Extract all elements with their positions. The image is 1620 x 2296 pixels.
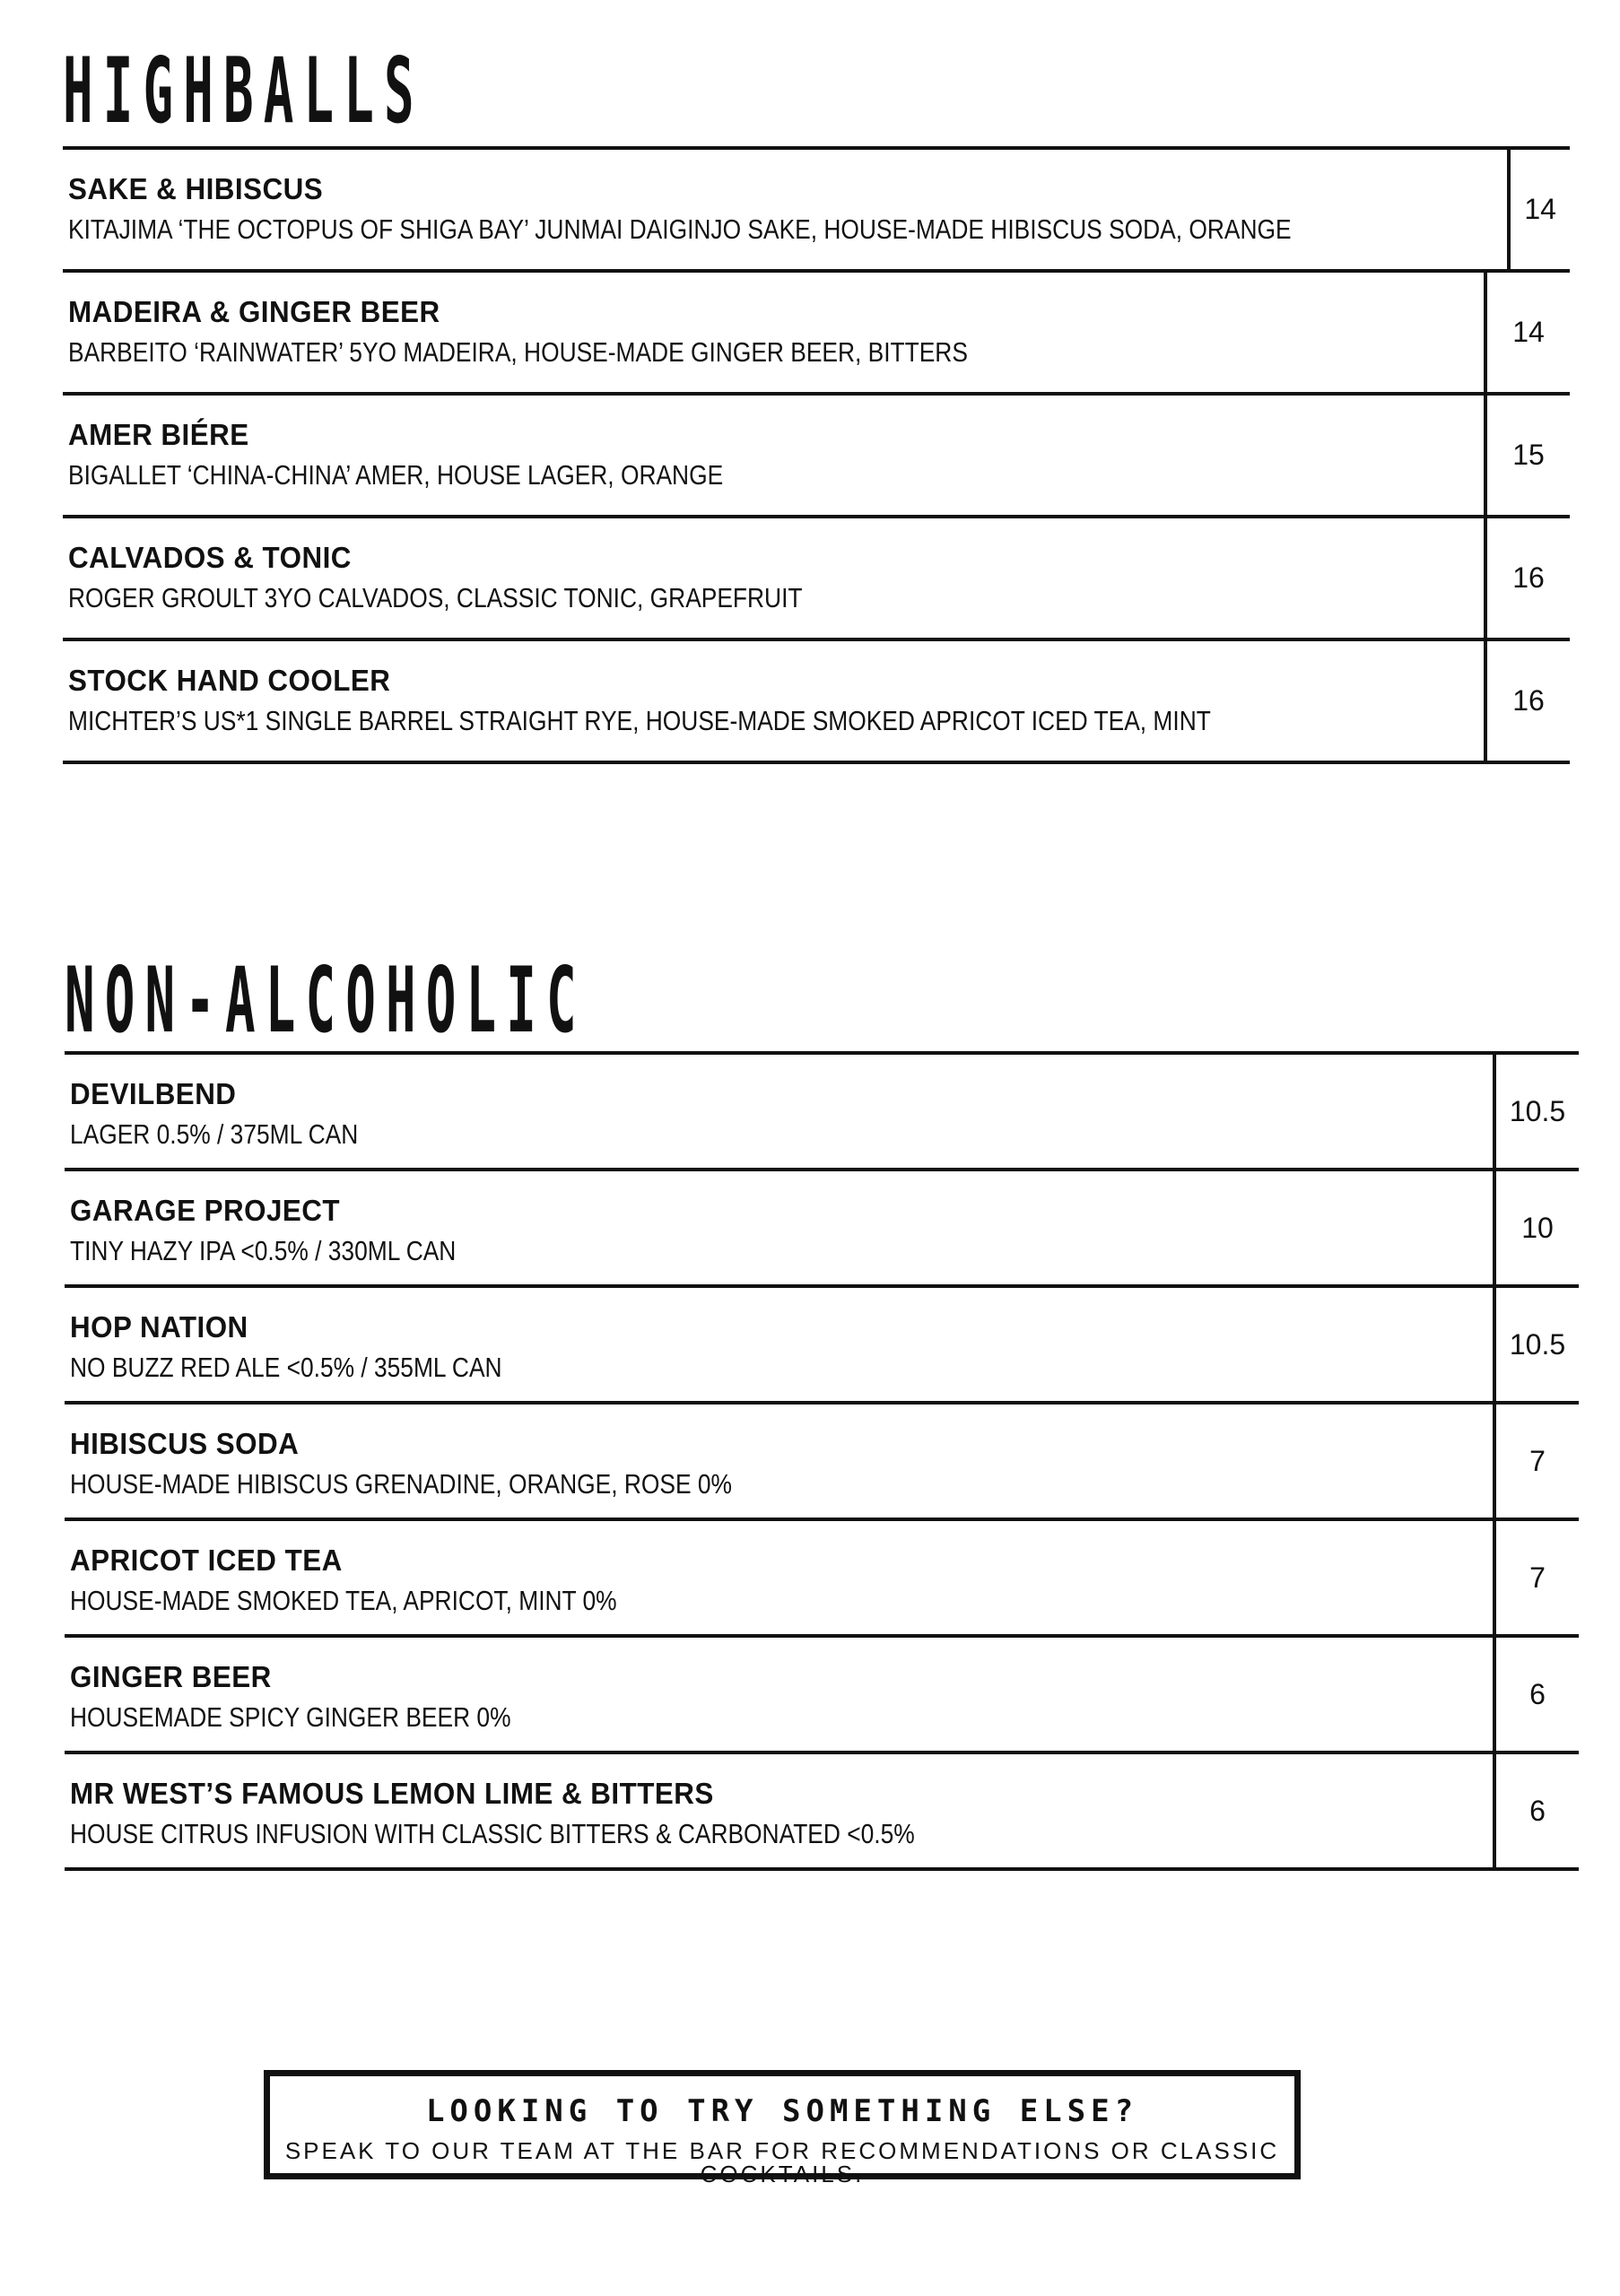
item-name: SAKE & HIBISCUS bbox=[68, 172, 324, 205]
menu-row bbox=[65, 1288, 1579, 1405]
item-details bbox=[65, 1171, 1493, 1284]
item-details bbox=[65, 1521, 1493, 1634]
non-alcoholic-menu-table bbox=[65, 1051, 1579, 1871]
item-details bbox=[63, 273, 1484, 392]
menu-row bbox=[65, 1638, 1579, 1754]
item-name: MR WEST’S FAMOUS LEMON LIME & BITTERS bbox=[70, 1777, 714, 1810]
item-description: KITAJIMA ‘THE OCTOPUS OF SHIGA BAY’ JUNMAI DAIGINJO SAKE, HOUSE-MADE HIBISCUS SODA, ORANGE bbox=[68, 213, 1292, 246]
item-name: STOCK HAND COOLER bbox=[68, 664, 391, 697]
menu-row bbox=[63, 273, 1570, 396]
item-description: HOUSEMADE SPICY GINGER BEER 0% bbox=[70, 1701, 511, 1734]
item-details bbox=[65, 1288, 1493, 1401]
item-name: AMER BIÉRE bbox=[68, 418, 249, 451]
item-description: ROGER GROULT 3YO CALVADOS, CLASSIC TONIC, GRAPEFRUIT bbox=[68, 582, 803, 614]
item-price: 7 bbox=[1493, 1521, 1579, 1634]
menu-row bbox=[65, 1405, 1579, 1521]
item-details bbox=[63, 150, 1507, 269]
item-name: MADEIRA & GINGER BEER bbox=[68, 295, 440, 328]
item-name: HIBISCUS SODA bbox=[70, 1427, 300, 1460]
item-price: 10.5 bbox=[1493, 1055, 1579, 1168]
footer-headline: LOOKING TO TRY SOMETHING ELSE? bbox=[425, 2093, 1139, 2129]
item-name: HOP NATION bbox=[70, 1310, 248, 1344]
item-description: HOUSE-MADE HIBISCUS GRENADINE, ORANGE, ROSE 0% bbox=[70, 1468, 732, 1500]
menu-row bbox=[65, 1754, 1579, 1871]
item-name: DEVILBEND bbox=[70, 1077, 237, 1110]
item-details bbox=[65, 1405, 1493, 1518]
item-description: HOUSE-MADE SMOKED TEA, APRICOT, MINT 0% bbox=[70, 1585, 617, 1617]
item-description: TINY HAZY IPA <0.5% / 330ML CAN bbox=[70, 1235, 457, 1267]
item-price: 7 bbox=[1493, 1405, 1579, 1518]
menu-row bbox=[65, 1055, 1579, 1171]
menu-row bbox=[63, 518, 1570, 641]
item-price: 6 bbox=[1493, 1754, 1579, 1867]
menu-row bbox=[63, 641, 1570, 764]
menu-row bbox=[63, 150, 1570, 273]
menu-row bbox=[65, 1171, 1579, 1288]
item-details bbox=[63, 518, 1484, 638]
item-description: BIGALLET ‘CHINA-CHINA’ AMER, HOUSE LAGER, ORANGE bbox=[68, 459, 724, 491]
item-price: 15 bbox=[1484, 396, 1570, 515]
item-price: 10 bbox=[1493, 1171, 1579, 1284]
item-name: APRICOT ICED TEA bbox=[70, 1544, 343, 1577]
item-description: BARBEITO ‘RAINWATER’ 5YO MADEIRA, HOUSE-MADE GINGER BEER, BITTERS bbox=[68, 336, 968, 369]
item-details bbox=[65, 1754, 1493, 1867]
item-description: HOUSE CITRUS INFUSION WITH CLASSIC BITTERS & CARBONATED <0.5% bbox=[70, 1818, 915, 1850]
item-description: MICHTER’S US*1 SINGLE BARREL STRAIGHT RYE, HOUSE-MADE SMOKED APRICOT ICED TEA, MINT bbox=[68, 705, 1211, 737]
item-price: 10.5 bbox=[1493, 1288, 1579, 1401]
menu-row bbox=[63, 396, 1570, 518]
footer-callout bbox=[264, 2070, 1301, 2187]
item-name: GARAGE PROJECT bbox=[70, 1194, 341, 1227]
item-description: LAGER 0.5% / 375ML CAN bbox=[70, 1118, 359, 1151]
item-price: 14 bbox=[1484, 273, 1570, 392]
item-description: NO BUZZ RED ALE <0.5% / 355ML CAN bbox=[70, 1352, 502, 1384]
item-price: 14 bbox=[1507, 150, 1570, 269]
item-price: 16 bbox=[1484, 641, 1570, 761]
non-alcoholic-heading: NON-ALCOHOLIC bbox=[65, 948, 587, 1054]
item-details bbox=[63, 641, 1484, 761]
item-details bbox=[65, 1055, 1493, 1168]
item-details bbox=[65, 1638, 1493, 1751]
item-name: CALVADOS & TONIC bbox=[68, 541, 352, 574]
item-name: GINGER BEER bbox=[70, 1660, 272, 1693]
footer-subtext: SPEAK TO OUR TEAM AT THE BAR FOR RECOMMENDATIONS OR CLASSIC COCKTAILS. bbox=[284, 2137, 1280, 2187]
menu-row bbox=[65, 1521, 1579, 1638]
highballs-menu-table bbox=[63, 146, 1570, 764]
highballs-heading: HIGHBALLS bbox=[63, 39, 424, 144]
item-price: 6 bbox=[1493, 1638, 1579, 1751]
item-details bbox=[63, 396, 1484, 515]
item-price: 16 bbox=[1484, 518, 1570, 638]
